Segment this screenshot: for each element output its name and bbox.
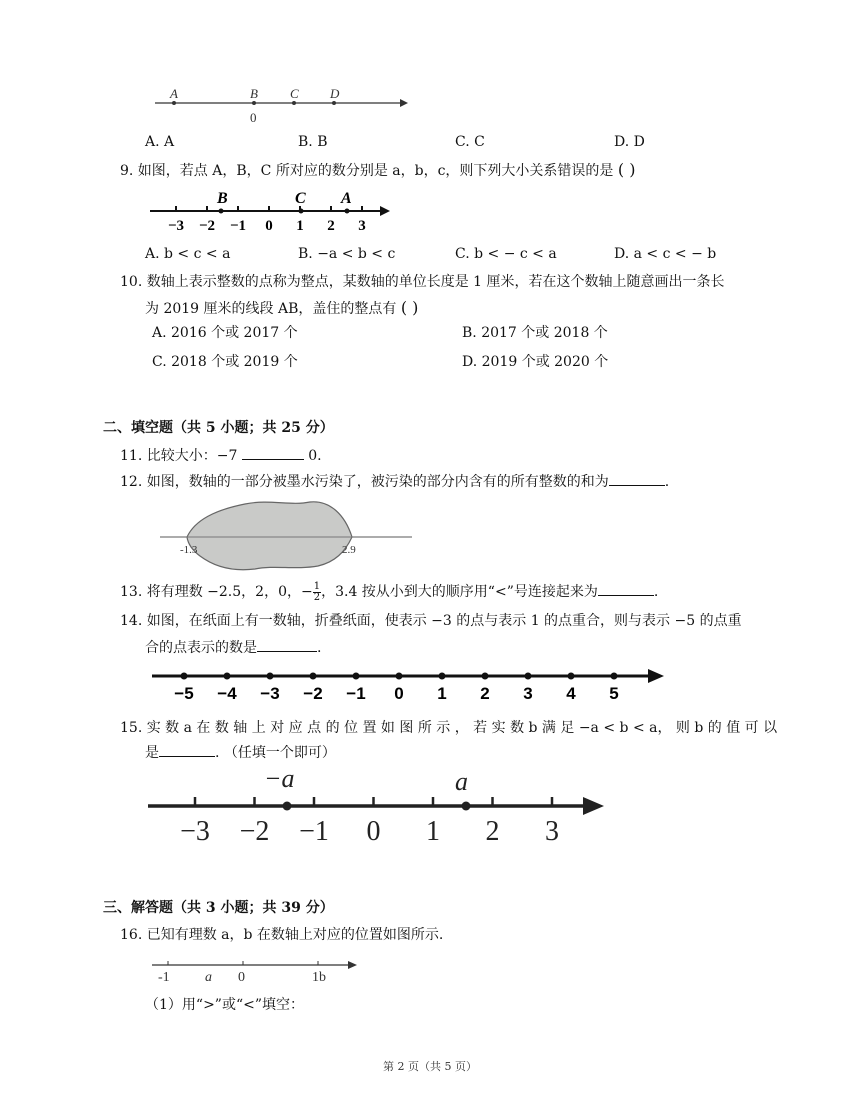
q10-option-a[interactable]: A. 2016 个或 2017 个 <box>152 325 298 341</box>
q8-point-c: C <box>290 86 299 101</box>
q14-tick-label: 1 <box>437 684 447 703</box>
q14-text: 合的点表示的数是 <box>145 640 257 656</box>
section3-title: 三、解答题（共 3 小题；共 39 分） <box>103 900 334 916</box>
q8-point-b: B <box>250 86 258 101</box>
q11-post: 0. <box>308 448 322 464</box>
q8-zero-label: 0 <box>250 110 257 125</box>
q13-frac-num: 1 <box>313 580 321 592</box>
q8-option-c[interactable]: C. C <box>455 134 485 150</box>
q9-point-b: B <box>217 190 228 207</box>
q9-answer-paren: ( ) <box>617 160 636 179</box>
q15-tick-label: −3 <box>180 816 210 847</box>
q16-label-zero: 0 <box>238 970 245 985</box>
q9-tick-label: −3 <box>167 218 185 234</box>
q15-line1: 15. 实 数 a 在 数 轴 上 对 应 点 的 位 置 如 图 所 示 ， 若 实 数 b 满 足 −a < b < a， 则 b 的 值 可 以 <box>120 720 778 736</box>
q13-frac-den: 2 <box>313 591 321 603</box>
q9-option-b[interactable]: B. −a < b < c <box>298 246 396 262</box>
q14-tick-label: 0 <box>394 684 404 703</box>
q9-tick-label: −1 <box>229 218 247 234</box>
q15-tick-label: 1 <box>426 816 440 847</box>
page-footer: 第 2 页（共 5 页） <box>383 1060 477 1073</box>
q14-tick-label: −5 <box>174 684 194 703</box>
q12-text: 12. 如图，数轴的一部分被墨水污染了，被污染的部分内含有的所有整数的和为 <box>120 474 609 490</box>
q15-tick-label: 2 <box>485 816 500 847</box>
q10-line1: 10. 数轴上表示整数的点称为整点，某数轴的单位长度是 1 厘米，若在这个数轴上随意画出一条长 <box>120 274 725 290</box>
q12-left-label: -1.3 <box>180 544 198 556</box>
q9-option-c[interactable]: C. b < − c < a <box>455 246 557 262</box>
q16-label-neg1: -1 <box>158 970 170 985</box>
q10-text: 为 2019 厘米的线段 AB，盖住的整点有 <box>145 301 397 317</box>
q13-pre: 13. 将有理数 −2.5，2，0，− <box>120 584 313 600</box>
q9-tick-label: 3 <box>358 218 366 234</box>
q14-tick-label: −2 <box>303 684 323 703</box>
q10-option-b[interactable]: B. 2017 个或 2018 个 <box>462 325 608 341</box>
q14-tick-label: −3 <box>260 684 280 703</box>
q11-pre: 11. 比较大小：−7 <box>120 448 238 464</box>
q9-tick-label: 0 <box>265 218 273 234</box>
section2-title: 二、填空题（共 5 小题；共 25 分） <box>103 420 334 436</box>
q14-tick-label: 2 <box>480 684 490 703</box>
q14-line1: 14. 如图，在纸面上有一数轴，折叠纸面，使表示 −3 的点与表示 1 的点重合，则与表示 −5 的点重 <box>120 613 742 629</box>
q14-end: . <box>317 640 322 656</box>
q15-text: 是 <box>145 745 159 761</box>
q15-neg-a-label: −a <box>264 764 295 793</box>
q14-tick-label: 3 <box>523 684 533 703</box>
q14-tick-label: 5 <box>609 684 619 703</box>
q16-text: 16. 已知有理数 a，b 在数轴上对应的位置如图所示. <box>120 927 444 943</box>
q8-point-a: A <box>170 86 178 101</box>
q14-tick-label: −4 <box>217 684 237 703</box>
q9-tick-label: 1 <box>296 218 304 234</box>
q9-tick-label: −2 <box>198 218 216 234</box>
q13-end: . <box>653 584 659 600</box>
q9-tick-label: 2 <box>327 218 335 234</box>
q9-option-d[interactable]: D. a < c < − b <box>614 246 717 262</box>
q8-point-d: D <box>330 86 340 101</box>
q9-option-a[interactable]: A. b < c < a <box>145 246 231 262</box>
q8-option-b[interactable]: B. B <box>298 134 328 150</box>
q9-point-c: C <box>295 190 306 207</box>
q12-right-label: 2.9 <box>342 544 356 556</box>
q15-post: . （任填一个即可） <box>215 745 336 761</box>
q15-tick-label: 0 <box>366 816 381 847</box>
q15-tick-label: 3 <box>545 816 559 847</box>
q15-tick-label: −1 <box>299 816 329 847</box>
q10-option-c[interactable]: C. 2018 个或 2019 个 <box>152 354 298 370</box>
q8-option-d[interactable]: D. D <box>614 134 645 150</box>
q14-tick-label: −1 <box>346 684 366 703</box>
q15-a-label: a <box>455 767 468 796</box>
q10-option-d[interactable]: D. 2019 个或 2020 个 <box>462 354 609 370</box>
q10-answer-paren: ( ) <box>400 298 419 317</box>
q9-text: 9. 如图，若点 A，B，C 所对应的数分别是 a，b，c，则下列大小关系错误的是 <box>120 163 614 179</box>
q9-point-a: A <box>341 190 352 207</box>
q16-sub1: （1）用“>”或“<”填空： <box>145 997 304 1013</box>
q12-end: . <box>664 474 670 490</box>
q16-label-1b: 1b <box>312 970 326 985</box>
q8-option-a[interactable]: A. A <box>145 134 175 150</box>
q14-tick-label: 4 <box>566 684 576 703</box>
q15-tick-label: −2 <box>239 816 270 847</box>
q16-label-a: a <box>205 970 212 985</box>
q13-post: ，3.4 按从小到大的顺序用“<”号连接起来为 <box>321 584 598 600</box>
